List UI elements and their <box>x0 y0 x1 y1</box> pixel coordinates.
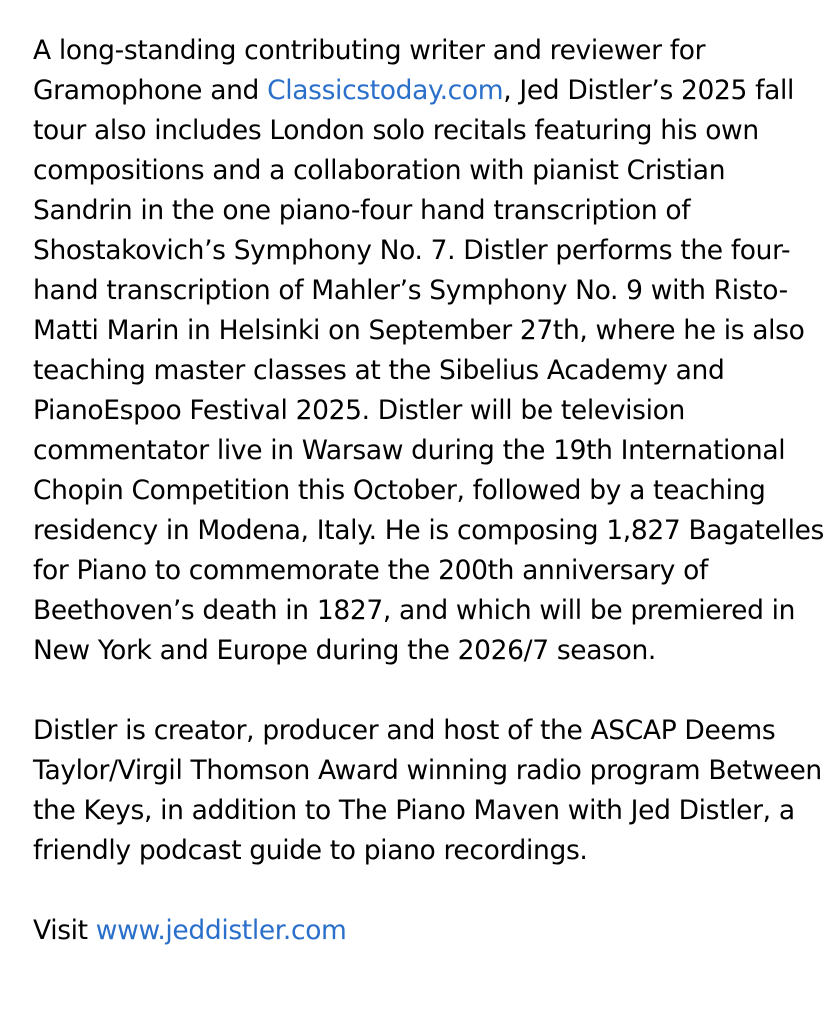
visit-paragraph <box>33 911 827 951</box>
paragraph-spacer <box>33 871 827 911</box>
paragraph-text: A long-standing contributing writer and reviewer for Gramophone and <box>33 35 706 106</box>
article-body <box>33 31 827 951</box>
classicstoday-link[interactable]: Classicstoday.com <box>267 75 504 106</box>
visit-label: Visit <box>33 915 96 946</box>
bio-paragraph-tour <box>33 31 827 671</box>
bio-paragraph-radio <box>33 711 827 871</box>
paragraph-spacer <box>33 671 827 711</box>
paragraph-text: Distler is creator, producer and host of the ASCAP Deems Taylor/Virgil Thomson Award winning radio program Between the Keys, in addition to The Piano Maven with Jed Distler, a friendly podcast guide to piano recordings. <box>33 715 822 866</box>
paragraph-text: , Jed Distler’s 2025 fall tour also includes London solo recitals featuring his own compositions and a collaboration with pianist Cristian Sandrin in the one piano-four hand transcription of Shostakovich’s Symphony No. 7. Distler performs the four-hand transcription of Mahler’s Symphony No. 9 with Risto-Matti Marin in Helsinki on September 27th, where he is also teaching master classes at the Sibelius Academy and PianoEspoo Festival 2025. Distler will be television commentator live in Warsaw during the 19th International Chopin Competition this October, followed by a teaching residency in Modena, Italy. He is composing 1,827 Bagatelles for Piano to commemorate the 200th anniversary of Beethoven’s death in 1827, and which will be premiered in New York and Europe during the 2026/7 season. <box>33 75 824 666</box>
website-link[interactable]: www.jeddistler.com <box>95 915 347 946</box>
